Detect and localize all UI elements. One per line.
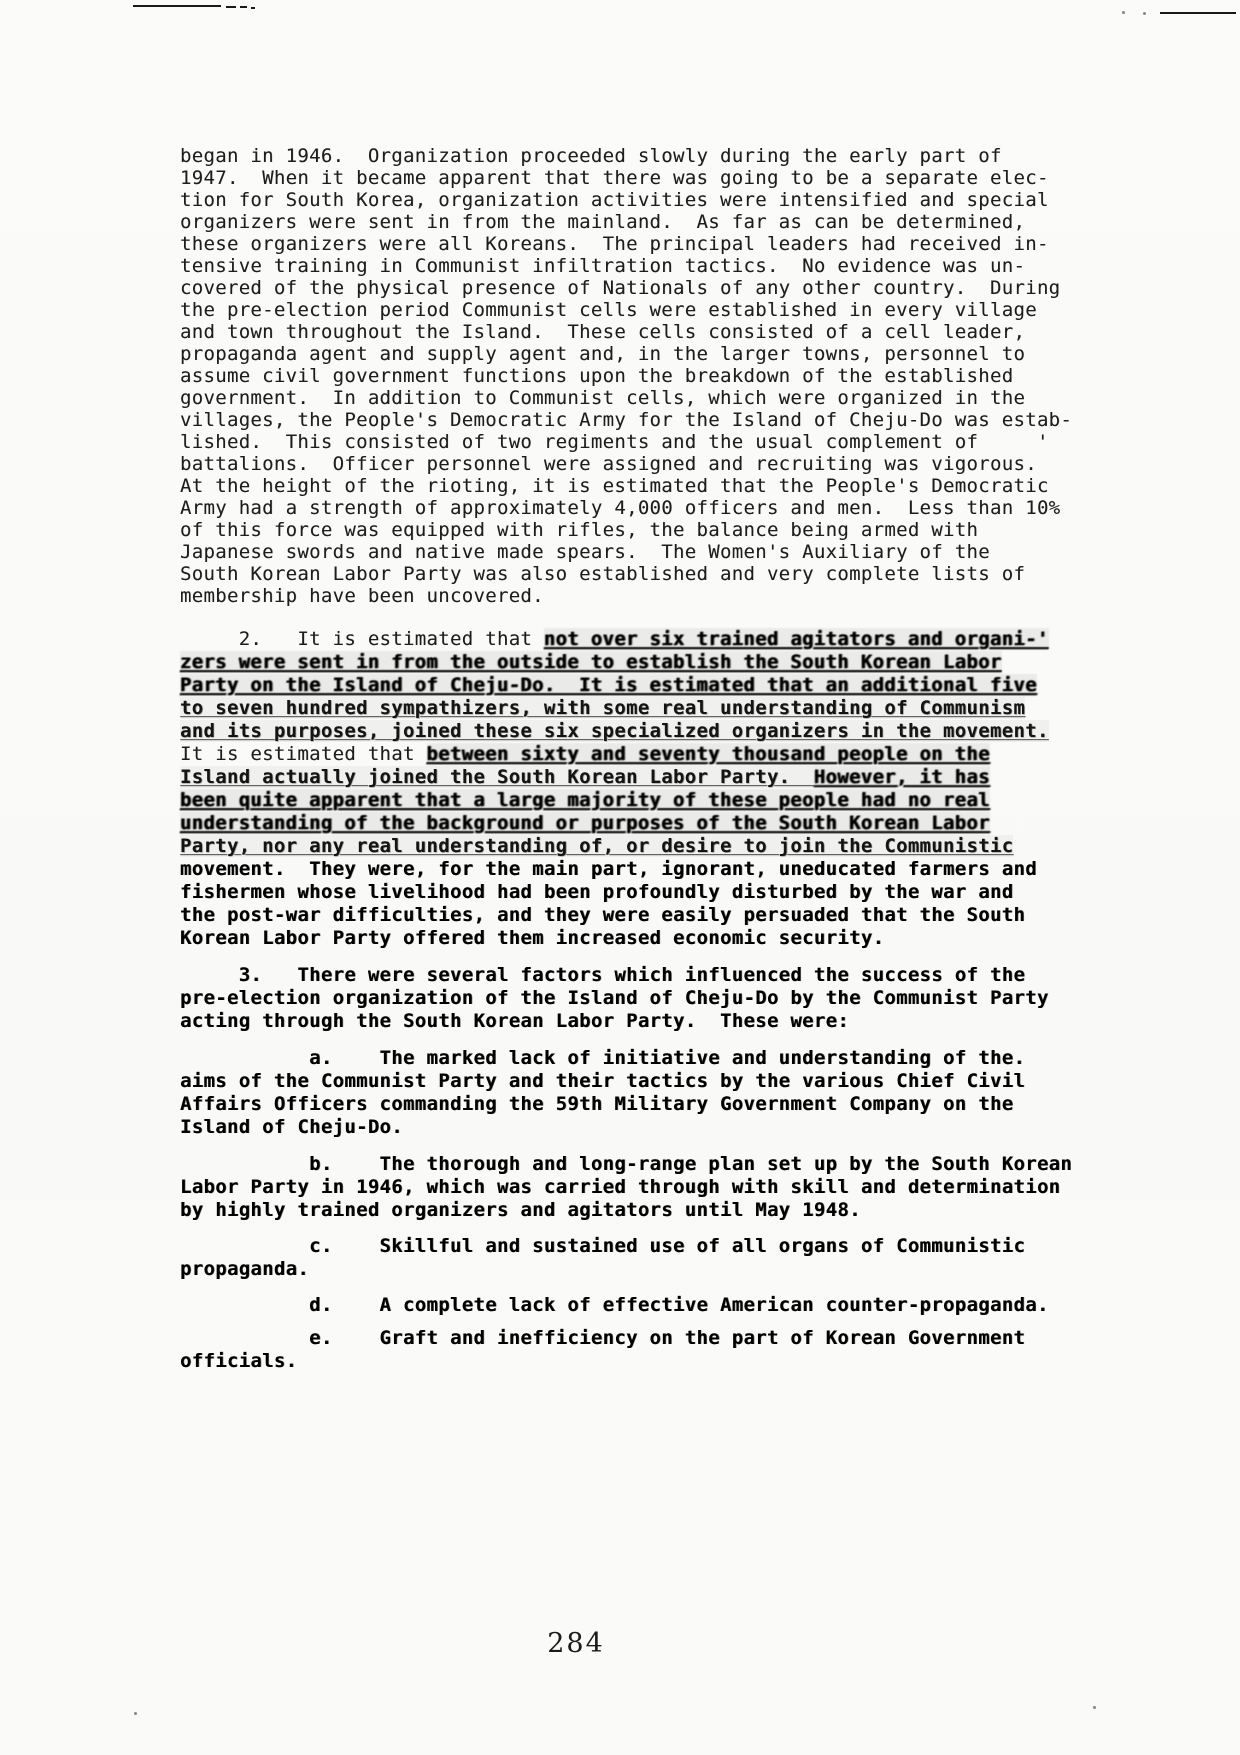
text-segment: officials. [180,1350,298,1372]
paragraph-p1 [180,145,1080,607]
text-line [180,211,1080,233]
text-line [180,674,1080,697]
scan-artifact-dash [240,6,247,8]
text-segment: e. Graft and inefficiency on the part of Korean Government [180,1327,1026,1349]
text-segment: fishermen whose livelihood had been profoundly disturbed by the war and [180,881,1014,903]
text-segment: c. Skillful and sustained use of all organs of Communistic [180,1235,1026,1257]
text-segment: It is estimated that [180,743,427,765]
document-body [180,145,1080,1373]
text-segment: zers were sent in from the outside to establish the South Korean Labor [180,651,1002,673]
scan-artifact-line-left [133,5,221,7]
text-segment: propaganda. [180,1258,310,1280]
text-segment: pre-election organization of the Island of Cheju-Do by the Communist Party [180,987,1049,1009]
text-segment: Island actually joined the South Korean Labor Party. [180,766,814,788]
text-line [180,255,1080,277]
text-line [180,697,1080,720]
text-segment: South Korean Labor Party was also established and very complete lists of [180,563,1026,585]
text-segment: and its purposes, joined these six specialized organizers in the movement. [180,720,1049,742]
text-segment: villages, the People's Democratic Army for the Island of Cheju-Do was estab- [180,409,1073,431]
text-line [180,1116,1080,1139]
text-segment: movement. They were, for the main part, ignorant, uneducated farmers and [180,858,1037,880]
text-line [180,1199,1080,1222]
text-segment: organizers were sent in from the mainland. As far as can be determined, [180,211,1026,233]
text-segment: Affairs Officers commanding the 59th Military Government Company on the [180,1093,1014,1115]
text-segment: At the height of the rioting, it is estimated that the People's Democratic [180,475,1049,497]
text-line [180,387,1080,409]
text-line [180,563,1080,585]
text-line [180,541,1080,563]
text-line [180,409,1080,431]
text-line [180,904,1080,927]
scan-artifact-speck [1143,12,1146,15]
text-line [180,835,1080,858]
text-segment: assume civil government functions upon the breakdown of the established [180,365,1014,387]
text-line [180,365,1080,387]
text-line [180,743,1080,766]
text-segment: by highly trained organizers and agitators until May 1948. [180,1199,861,1221]
text-line [180,1327,1080,1350]
paragraph-b [180,1153,1080,1222]
text-line [180,628,1080,651]
text-line [180,881,1080,904]
text-segment: Korean Labor Party offered them increased economic security. [180,927,885,949]
text-segment: propaganda agent and supply agent and, in the larger towns, personnel to [180,343,1026,365]
text-line [180,167,1080,189]
scan-artifact-speck [1093,1706,1096,1709]
paragraph-c [180,1235,1080,1281]
text-segment: 3. There were several factors which influenced the success of the [180,964,1026,986]
text-line [180,233,1080,255]
text-segment: between sixty and seventy thousand people on the [426,743,991,765]
page-number: 284 [547,1628,605,1659]
text-segment: battalions. Officer personnel were assigned and recruiting was vigorous. [180,453,1037,475]
text-segment: government. In addition to Communist cells, which were organized in the [180,387,1026,409]
text-line [180,1093,1080,1116]
text-line [180,585,1080,607]
text-segment: these organizers were all Koreans. The principal leaders had received in- [180,233,1049,255]
text-line [180,453,1080,475]
text-line [180,475,1080,497]
text-line [180,812,1080,835]
text-segment: tensive training in Communist infiltration tactics. No evidence was un- [180,255,1026,277]
text-line [180,720,1080,743]
text-line [180,145,1080,167]
text-segment: Party on the Island of Cheju-Do. It is estimated that an additional five [180,674,1037,696]
text-line [180,1153,1080,1176]
text-line [180,927,1080,950]
text-segment: and town throughout the Island. These cells consisted of a cell leader, [180,321,1026,343]
paragraph-a [180,1047,1080,1139]
text-segment: been quite apparent that a large majority of these people had no real [180,789,990,811]
text-segment: However, it has [813,766,990,788]
text-segment: lished. This consisted of two regiments and the usual complement of ' [180,431,1049,453]
text-line [180,1294,1080,1317]
paragraph-p3 [180,964,1080,1033]
paragraph-p2 [180,628,1080,950]
text-segment: understanding of the background or purposes of the South Korean Labor [180,812,990,834]
text-line [180,1350,1080,1373]
scan-artifact-speck [1122,11,1125,14]
text-line [180,189,1080,211]
scan-artifact-speck [134,1712,137,1715]
text-segment: Labor Party in 1946, which was carried through with skill and determination [180,1176,1061,1198]
text-segment: a. The marked lack of initiative and understanding of the. [180,1047,1026,1069]
text-line [180,321,1080,343]
text-segment: of this force was equipped with rifles, the balance being armed with [180,519,979,541]
text-segment: covered of the physical presence of Nationals of any other country. During [180,277,1061,299]
text-segment: to seven hundred sympathizers, with some real understanding of Communism [180,697,1026,719]
text-segment: 2. It is estimated that [180,628,544,650]
text-line [180,858,1080,881]
text-segment: Army had a strength of approximately 4,000 officers and men. Less than 10% [180,497,1061,519]
text-line [180,789,1080,812]
text-line [180,1235,1080,1258]
scan-artifact-dash [251,7,255,9]
text-line [180,497,1080,519]
text-segment: acting through the South Korean Labor Party. These were: [180,1010,850,1032]
text-line [180,1070,1080,1093]
text-line [180,1258,1080,1281]
text-segment: b. The thorough and long-range plan set up by the South Korean [180,1153,1073,1175]
text-line [180,987,1080,1010]
text-line [180,1047,1080,1070]
text-line [180,343,1080,365]
text-segment: the post-war difficulties, and they were easily persuaded that the South [180,904,1026,926]
text-segment: not over six trained agitators and organi-' [543,628,1049,650]
text-segment: 1947. When it became apparent that there was going to be a separate elec- [180,167,1049,189]
paragraph-d [180,1294,1080,1317]
text-line [180,277,1080,299]
text-line [180,431,1080,453]
text-segment: began in 1946. Organization proceeded slowly during the early part of [180,145,1002,167]
text-segment: membership have been uncovered. [180,585,544,607]
scan-artifact-dash [226,6,236,8]
text-segment: aims of the Communist Party and their tactics by the various Chief Civil [180,1070,1026,1092]
text-line [180,299,1080,321]
text-line [180,1010,1080,1033]
text-line [180,519,1080,541]
text-line [180,766,1080,789]
text-segment: tion for South Korea, organization activities were intensified and special [180,189,1049,211]
text-segment: Island of Cheju-Do. [180,1116,404,1138]
text-segment: d. A complete lack of effective American counter-propaganda. [180,1294,1049,1316]
text-line [180,651,1080,674]
scan-artifact-line-right [1160,12,1236,14]
text-segment: the pre-election period Communist cells were established in every village [180,299,1037,321]
text-segment: Japanese swords and native made spears. The Women's Auxiliary of the [180,541,990,563]
text-segment: Party, nor any real understanding of, or desire to join the Communistic [180,835,1014,857]
paragraph-e [180,1327,1080,1373]
text-line [180,964,1080,987]
text-line [180,1176,1080,1199]
